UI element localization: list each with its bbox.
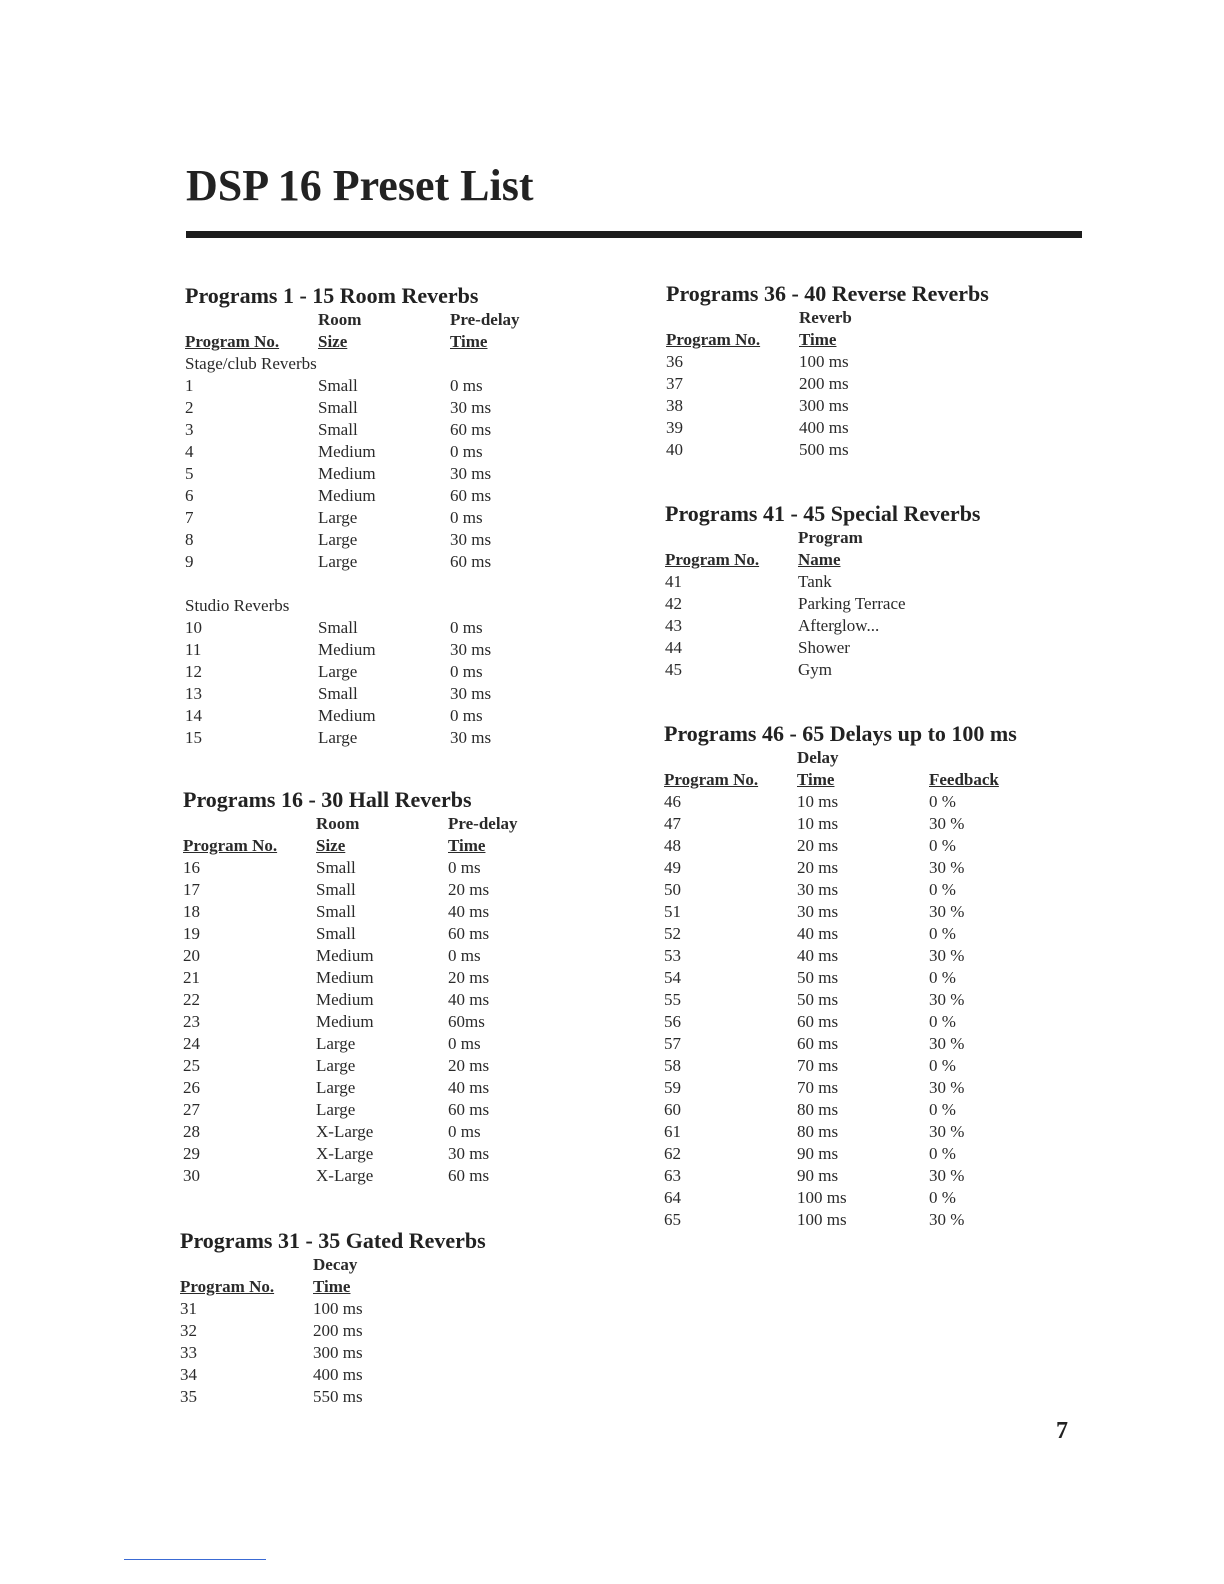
header-top-cell: Pre-delay: [450, 310, 520, 329]
table-row: [664, 879, 1084, 901]
row-cell: 1: [185, 376, 194, 395]
row-cell: 500 ms: [799, 440, 849, 459]
row-cell: 30 ms: [450, 728, 492, 747]
row-cell: 30 ms: [450, 640, 492, 659]
table-row: [666, 417, 1086, 439]
header-top-cell: Room: [318, 310, 362, 329]
row-cell: 0 %: [929, 968, 956, 987]
row-cell: 41: [665, 572, 682, 591]
row-cell: 30 %: [929, 1078, 965, 1097]
table-row: [185, 705, 585, 727]
row-cell: 53: [664, 946, 681, 965]
table-row: [183, 1033, 583, 1055]
row-cell: X-Large: [316, 1144, 374, 1163]
row-cell: 60 ms: [797, 1034, 839, 1053]
table-row: [665, 637, 1085, 659]
row-cell: 10 ms: [797, 792, 839, 811]
row-cell: 30 %: [929, 990, 965, 1009]
row-cell: Medium: [318, 706, 376, 725]
row-cell: 0 %: [929, 1100, 956, 1119]
row-cell: 30 %: [929, 814, 965, 833]
table-row: [183, 879, 583, 901]
row-cell: 200 ms: [799, 374, 849, 393]
row-cell: 0 ms: [448, 858, 481, 877]
row-cell: 5: [185, 464, 194, 483]
row-cell: 56: [664, 1012, 681, 1031]
section-gated-reverbs: [180, 1228, 580, 1408]
header-cell: Size: [316, 836, 346, 855]
row-cell: 30 %: [929, 1122, 965, 1141]
row-cell: 50 ms: [797, 990, 839, 1009]
row-cell: 26: [183, 1078, 200, 1097]
row-cell: 400 ms: [799, 418, 849, 437]
row-cell: 60: [664, 1100, 681, 1119]
table-row: [180, 1386, 580, 1408]
header-cell: Time: [799, 330, 837, 349]
row-cell: 52: [664, 924, 681, 943]
row-cell: Parking Terrace: [798, 594, 906, 613]
row-cell: 100 ms: [797, 1188, 847, 1207]
table-header-top: [664, 747, 1084, 769]
row-cell: X-Large: [316, 1122, 374, 1141]
row-cell: 60 ms: [448, 1166, 490, 1185]
row-cell: 30 ms: [450, 530, 492, 549]
table-row: [183, 989, 583, 1011]
row-cell: Large: [316, 1034, 356, 1053]
row-cell: 20 ms: [797, 836, 839, 855]
table-header: [185, 331, 585, 353]
row-cell: 22: [183, 990, 200, 1009]
page-number: 7: [1056, 1418, 1068, 1444]
row-cell: 30 %: [929, 858, 965, 877]
table-header: [664, 769, 1084, 791]
row-cell: Tank: [798, 572, 832, 591]
section-special-reverbs: [665, 501, 1085, 681]
row-cell: 12: [185, 662, 202, 681]
row-cell: 24: [183, 1034, 200, 1053]
row-cell: 30 %: [929, 946, 965, 965]
row-cell: 200 ms: [313, 1321, 363, 1340]
header-cell: Program No.: [664, 770, 759, 789]
row-cell: 0 %: [929, 1012, 956, 1031]
row-cell: 15: [185, 728, 202, 747]
row-cell: 30 ms: [797, 902, 839, 921]
table-row: [664, 791, 1084, 813]
row-cell: 42: [665, 594, 682, 613]
row-cell: Medium: [316, 1012, 374, 1031]
row-cell: 0 %: [929, 1188, 956, 1207]
row-cell: 30 ms: [450, 398, 492, 417]
row-cell: 13: [185, 684, 202, 703]
row-cell: 100 ms: [797, 1210, 847, 1229]
row-cell: 0 ms: [448, 1034, 481, 1053]
row-cell: 17: [183, 880, 200, 899]
row-cell: Small: [318, 398, 358, 417]
row-cell: 50: [664, 880, 681, 899]
row-cell: 60 ms: [450, 420, 492, 439]
row-cell: 300 ms: [313, 1343, 363, 1362]
row-cell: 90 ms: [797, 1166, 839, 1185]
row-cell: Small: [318, 618, 358, 637]
row-cell: Shower: [798, 638, 850, 657]
row-cell: 30 %: [929, 1034, 965, 1053]
row-cell: 30 ms: [450, 684, 492, 703]
row-cell: 0 ms: [450, 442, 483, 461]
table-row: [664, 1055, 1084, 1077]
section-reverse-reverbs: [666, 281, 1086, 461]
row-cell: 37: [666, 374, 683, 393]
row-cell: Large: [316, 1100, 356, 1119]
table-row: [666, 395, 1086, 417]
row-cell: 0 ms: [448, 946, 481, 965]
row-cell: 60 ms: [450, 552, 492, 571]
table-header-top: [665, 527, 1085, 549]
header-cell: Program No.: [185, 332, 280, 351]
row-cell: 100 ms: [799, 352, 849, 371]
header-cell: Program No.: [666, 330, 761, 349]
table-row: [185, 617, 585, 639]
row-cell: 9: [185, 552, 194, 571]
header-top-cell: Reverb: [799, 308, 852, 327]
header-cell: Program No.: [183, 836, 278, 855]
row-cell: Small: [316, 902, 356, 921]
section-title: Programs 1 - 15 Room Reverbs: [185, 283, 479, 308]
header-cell: Feedback: [929, 770, 999, 789]
row-cell: 80 ms: [797, 1100, 839, 1119]
row-cell: 30 ms: [450, 464, 492, 483]
header-cell: Time: [448, 836, 486, 855]
row-cell: 61: [664, 1122, 681, 1141]
row-cell: 48: [664, 836, 681, 855]
row-cell: 31: [180, 1299, 197, 1318]
row-cell: 30: [183, 1166, 200, 1185]
row-cell: 60 ms: [448, 924, 490, 943]
section-hall-reverbs: [183, 787, 583, 1187]
row-cell: 55: [664, 990, 681, 1009]
row-cell: 14: [185, 706, 202, 725]
row-cell: 62: [664, 1144, 681, 1163]
header-top-cell: Room: [316, 814, 360, 833]
row-cell: 0 %: [929, 836, 956, 855]
table-row: [185, 375, 585, 397]
section-title: Programs 16 - 30 Hall Reverbs: [183, 787, 472, 812]
row-cell: 63: [664, 1166, 681, 1185]
row-cell: 0 ms: [450, 706, 483, 725]
row-cell: 70 ms: [797, 1056, 839, 1075]
section-title: Programs 46 - 65 Delays up to 100 ms: [664, 721, 1017, 746]
row-cell: 21: [183, 968, 200, 987]
table-row: [664, 901, 1084, 923]
row-cell: 19: [183, 924, 200, 943]
row-cell: 10 ms: [797, 814, 839, 833]
row-cell: Medium: [318, 442, 376, 461]
row-cell: 60 ms: [797, 1012, 839, 1031]
row-cell: 40 ms: [797, 924, 839, 943]
row-cell: 65: [664, 1210, 681, 1229]
row-cell: 0 %: [929, 924, 956, 943]
table-row: [180, 1364, 580, 1386]
row-cell: 40 ms: [448, 1078, 490, 1097]
row-cell: 45: [665, 660, 682, 679]
row-cell: 33: [180, 1343, 197, 1362]
table-row: [664, 1033, 1084, 1055]
row-cell: 60ms: [448, 1012, 485, 1031]
row-cell: 25: [183, 1056, 200, 1075]
title-rule: [186, 231, 1082, 238]
table-row: [180, 1342, 580, 1364]
row-cell: 29: [183, 1144, 200, 1163]
row-cell: Large: [316, 1056, 356, 1075]
table-row: [664, 1077, 1084, 1099]
header-cell: Time: [313, 1277, 351, 1296]
row-cell: 20: [183, 946, 200, 965]
row-cell: 54: [664, 968, 681, 987]
table-row: [185, 507, 585, 529]
row-cell: 40: [666, 440, 683, 459]
table-row: [664, 967, 1084, 989]
table-header-top: [180, 1254, 580, 1276]
table-row: [664, 835, 1084, 857]
row-cell: 32: [180, 1321, 197, 1340]
table-row: [665, 659, 1085, 681]
table-row: [180, 1320, 580, 1342]
row-cell: 0 ms: [450, 618, 483, 637]
row-cell: 51: [664, 902, 681, 921]
table-row: [665, 571, 1085, 593]
header-cell: Program No.: [665, 550, 760, 569]
row-cell: 20 ms: [448, 1056, 490, 1075]
table-row: [666, 439, 1086, 461]
table-row: [185, 397, 585, 419]
row-cell: Medium: [318, 486, 376, 505]
row-cell: 0 ms: [450, 508, 483, 527]
page-title: DSP 16 Preset List: [186, 161, 534, 210]
group-label: Studio Reverbs: [185, 596, 290, 615]
table-header-top: [666, 307, 1086, 329]
table-row: [664, 1099, 1084, 1121]
table-row: [664, 857, 1084, 879]
row-cell: Medium: [318, 464, 376, 483]
row-cell: Small: [318, 376, 358, 395]
header-top-cell: Pre-delay: [448, 814, 518, 833]
header-cell: Name: [798, 550, 841, 569]
header-cell: Time: [450, 332, 488, 351]
table-row: [185, 683, 585, 705]
row-cell: 35: [180, 1387, 197, 1406]
row-cell: 59: [664, 1078, 681, 1097]
row-cell: Small: [316, 880, 356, 899]
row-cell: 4: [185, 442, 194, 461]
header-cell: Size: [318, 332, 348, 351]
table-row: [185, 639, 585, 661]
row-cell: 8: [185, 530, 194, 549]
row-cell: Small: [318, 684, 358, 703]
table-row: [183, 1077, 583, 1099]
row-cell: 43: [665, 616, 682, 635]
table-row: [183, 1165, 583, 1187]
table-row: [666, 351, 1086, 373]
row-cell: 16: [183, 858, 200, 877]
row-cell: 30 ms: [797, 880, 839, 899]
footer-line: [124, 1559, 266, 1560]
table-row: [664, 1011, 1084, 1033]
table-row: [665, 615, 1085, 637]
row-cell: Small: [318, 420, 358, 439]
table-row: [183, 901, 583, 923]
header-cell: Time: [797, 770, 835, 789]
row-cell: 20 ms: [448, 880, 490, 899]
table-row: [664, 1143, 1084, 1165]
table-header-top: [185, 309, 585, 331]
row-cell: 40 ms: [448, 902, 490, 921]
table-row: [185, 529, 585, 551]
row-cell: 49: [664, 858, 681, 877]
table-row: [185, 419, 585, 441]
row-cell: 80 ms: [797, 1122, 839, 1141]
row-cell: 47: [664, 814, 681, 833]
row-cell: 0 ms: [450, 376, 483, 395]
table-row: [666, 373, 1086, 395]
row-cell: 0 %: [929, 880, 956, 899]
section-title: Programs 36 - 40 Reverse Reverbs: [666, 281, 989, 306]
table-row: [664, 945, 1084, 967]
row-cell: 39: [666, 418, 683, 437]
row-cell: 0 %: [929, 1056, 956, 1075]
table-row: [183, 1055, 583, 1077]
table-header: [666, 329, 1086, 351]
row-cell: 90 ms: [797, 1144, 839, 1163]
table-row: [180, 1298, 580, 1320]
row-cell: 60 ms: [450, 486, 492, 505]
row-cell: 2: [185, 398, 194, 417]
table-header: [180, 1276, 580, 1298]
table-row: [185, 485, 585, 507]
table-row: [183, 923, 583, 945]
group-label: Stage/club Reverbs: [185, 354, 317, 373]
row-cell: 3: [185, 420, 194, 439]
row-cell: 23: [183, 1012, 200, 1031]
row-cell: 34: [180, 1365, 197, 1384]
row-cell: 40 ms: [448, 990, 490, 1009]
section-delays: [664, 721, 1084, 1231]
row-cell: Medium: [318, 640, 376, 659]
section-room-reverbs: [185, 283, 585, 749]
row-cell: 0 ms: [448, 1122, 481, 1141]
row-cell: 18: [183, 902, 200, 921]
table-row: [664, 1209, 1084, 1231]
header-top-cell: Delay: [797, 748, 839, 767]
header-cell: Program No.: [180, 1277, 275, 1296]
table-row: [664, 1187, 1084, 1209]
table-row: [185, 441, 585, 463]
table-header: [183, 835, 583, 857]
section-title: Programs 31 - 35 Gated Reverbs: [180, 1228, 486, 1253]
row-cell: Large: [318, 508, 358, 527]
row-cell: Large: [316, 1078, 356, 1097]
row-cell: Large: [318, 662, 358, 681]
table-row: [664, 1121, 1084, 1143]
row-cell: 30 %: [929, 1210, 965, 1229]
row-cell: 30 %: [929, 902, 965, 921]
row-cell: 57: [664, 1034, 681, 1053]
row-cell: 7: [185, 508, 194, 527]
table-row: [183, 967, 583, 989]
row-cell: Medium: [316, 946, 374, 965]
table-row: [183, 1143, 583, 1165]
row-cell: 100 ms: [313, 1299, 363, 1318]
row-cell: 550 ms: [313, 1387, 363, 1406]
row-cell: X-Large: [316, 1166, 374, 1185]
table-header: [665, 549, 1085, 571]
row-cell: Large: [318, 530, 358, 549]
row-cell: 60 ms: [448, 1100, 490, 1119]
table-row: [664, 923, 1084, 945]
row-cell: 20 ms: [448, 968, 490, 987]
table-row: [664, 813, 1084, 835]
header-top-cell: Program: [798, 528, 863, 547]
row-cell: Large: [318, 728, 358, 747]
table-row: [185, 551, 585, 573]
table-row: [183, 1121, 583, 1143]
row-cell: 50 ms: [797, 968, 839, 987]
row-cell: 20 ms: [797, 858, 839, 877]
row-cell: 6: [185, 486, 194, 505]
row-cell: Afterglow...: [798, 616, 880, 635]
table-row: [183, 945, 583, 967]
row-cell: 11: [185, 640, 202, 659]
row-cell: Small: [316, 858, 356, 877]
row-cell: Gym: [798, 660, 832, 679]
row-cell: 28: [183, 1122, 200, 1141]
row-cell: 0 ms: [450, 662, 483, 681]
row-cell: 10: [185, 618, 202, 637]
row-cell: 64: [664, 1188, 681, 1207]
table-row: [183, 1099, 583, 1121]
row-cell: 38: [666, 396, 683, 415]
table-header-top: [183, 813, 583, 835]
row-cell: 58: [664, 1056, 681, 1075]
row-cell: Medium: [316, 968, 374, 987]
table-row: [183, 1011, 583, 1033]
table-row: [664, 989, 1084, 1011]
row-cell: Medium: [316, 990, 374, 1009]
table-row: [183, 857, 583, 879]
section-title: Programs 41 - 45 Special Reverbs: [665, 501, 981, 526]
row-cell: 30 ms: [448, 1144, 490, 1163]
row-cell: 46: [664, 792, 681, 811]
row-cell: 36: [666, 352, 683, 371]
row-cell: 300 ms: [799, 396, 849, 415]
table-row: [185, 463, 585, 485]
row-cell: Small: [316, 924, 356, 943]
table-row: [664, 1165, 1084, 1187]
table-row: [185, 661, 585, 683]
row-cell: 400 ms: [313, 1365, 363, 1384]
row-cell: 40 ms: [797, 946, 839, 965]
group-spacer: [185, 573, 585, 595]
row-cell: 27: [183, 1100, 200, 1119]
row-cell: Large: [318, 552, 358, 571]
row-cell: 0 %: [929, 792, 956, 811]
row-cell: 0 %: [929, 1144, 956, 1163]
row-cell: 30 %: [929, 1166, 965, 1185]
header-top-cell: Decay: [313, 1255, 358, 1274]
row-cell: 70 ms: [797, 1078, 839, 1097]
table-row: [665, 593, 1085, 615]
row-cell: 44: [665, 638, 682, 657]
table-row: [185, 727, 585, 749]
